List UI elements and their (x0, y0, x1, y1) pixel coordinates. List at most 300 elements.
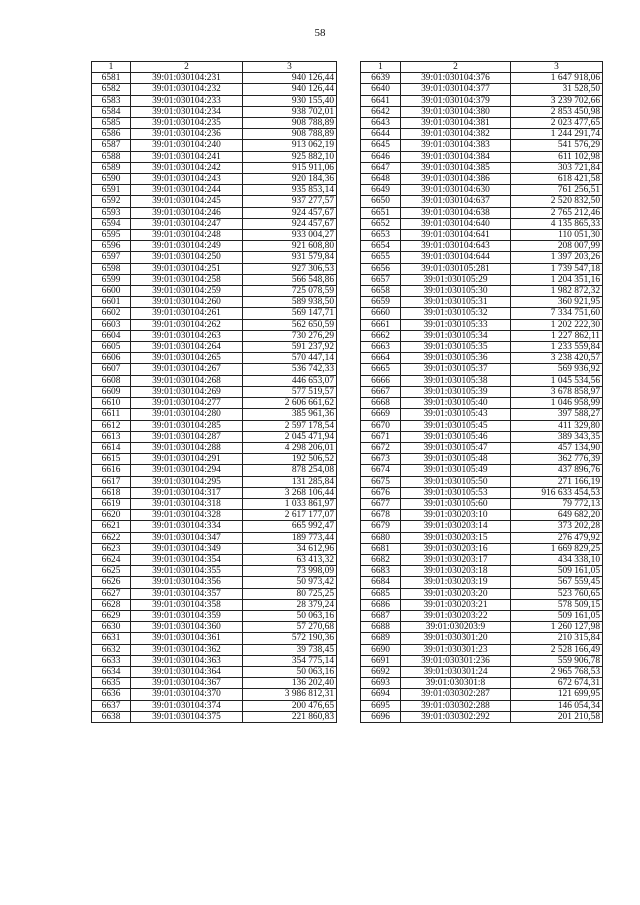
row-number-cell: 6612 (92, 420, 131, 431)
cadastral-number-cell: 39:01:030104:318 (131, 498, 243, 509)
cadastral-value-cell: 536 742,33 (243, 364, 337, 375)
column-header-3: 3 (243, 62, 337, 73)
cadastral-number-cell: 39:01:030105:34 (401, 330, 511, 341)
cadastral-value-cell: 916 633 454,53 (511, 487, 603, 498)
cadastral-value-cell: 34 612,96 (243, 543, 337, 554)
cadastral-value-cell: 389 343,35 (511, 431, 603, 442)
table-row (92, 420, 337, 431)
cadastral-value-cell: 434 338,10 (511, 554, 603, 565)
table-row (361, 274, 603, 285)
cadastral-value-cell: 1 244 291,74 (511, 129, 603, 140)
cadastral-value-cell: 925 882,10 (243, 151, 337, 162)
cadastral-value-cell: 915 911,06 (243, 162, 337, 173)
cadastral-number-cell: 39:01:030302:292 (401, 711, 511, 722)
cadastral-value-cell: 110 051,30 (511, 230, 603, 241)
row-number-cell: 6693 (361, 678, 401, 689)
column-header-1: 1 (361, 62, 401, 73)
cadastral-number-cell: 39:01:030105:53 (401, 487, 511, 498)
cadastral-number-cell: 39:01:030105:33 (401, 319, 511, 330)
table-row (361, 398, 603, 409)
row-number-cell: 6674 (361, 465, 401, 476)
cadastral-number-cell: 39:01:030104:358 (131, 599, 243, 610)
cadastral-value-cell: 591 237,92 (243, 342, 337, 353)
row-number-cell: 6646 (361, 151, 401, 162)
table-row (92, 230, 337, 241)
table-row (92, 308, 337, 319)
cadastral-value-cell: 360 921,95 (511, 297, 603, 308)
table-row (361, 566, 603, 577)
row-number-cell: 6603 (92, 319, 131, 330)
table-row (92, 353, 337, 364)
cadastral-value-cell: 562 650,59 (243, 319, 337, 330)
table-row (92, 342, 337, 353)
table-row (92, 554, 337, 565)
cadastral-number-cell: 39:01:030104:644 (401, 252, 511, 263)
table-row (361, 174, 603, 185)
row-number-cell: 6581 (92, 73, 131, 84)
left-table (91, 61, 337, 723)
table-row (361, 162, 603, 173)
row-number-cell: 6588 (92, 151, 131, 162)
table-row (92, 510, 337, 521)
table-row (361, 476, 603, 487)
cadastral-value-cell: 397 588,27 (511, 409, 603, 420)
cadastral-value-cell: 566 548,86 (243, 274, 337, 285)
row-number-cell: 6601 (92, 297, 131, 308)
table-row (361, 599, 603, 610)
table-row (92, 106, 337, 117)
cadastral-value-cell: 578 509,15 (511, 599, 603, 610)
cadastral-value-cell: 1 204 351,16 (511, 274, 603, 285)
table-row (361, 510, 603, 521)
cadastral-value-cell: 189 773,44 (243, 532, 337, 543)
row-number-cell: 6610 (92, 398, 131, 409)
row-number-cell: 6692 (361, 666, 401, 677)
table-row (361, 700, 603, 711)
cadastral-number-cell: 39:01:030104:347 (131, 532, 243, 543)
cadastral-number-cell: 39:01:030104:334 (131, 521, 243, 532)
row-number-cell: 6673 (361, 454, 401, 465)
row-number-cell: 6675 (361, 476, 401, 487)
table-row (92, 633, 337, 644)
cadastral-number-cell: 39:01:030105:29 (401, 274, 511, 285)
page-number: 58 (314, 27, 326, 39)
row-number-cell: 6614 (92, 442, 131, 453)
table-row (92, 409, 337, 420)
cadastral-value-cell: 57 270,68 (243, 622, 337, 633)
cadastral-number-cell: 39:01:030301:236 (401, 655, 511, 666)
row-number-cell: 6602 (92, 308, 131, 319)
table-row (92, 588, 337, 599)
cadastral-number-cell: 39:01:030104:248 (131, 230, 243, 241)
cadastral-value-cell: 1 046 958,99 (511, 398, 603, 409)
left-table-header-row (92, 62, 337, 73)
row-number-cell: 6622 (92, 532, 131, 543)
cadastral-value-cell: 136 202,40 (243, 678, 337, 689)
cadastral-value-cell: 921 608,80 (243, 241, 337, 252)
table-row (92, 610, 337, 621)
cadastral-value-cell: 411 329,80 (511, 420, 603, 431)
row-number-cell: 6689 (361, 633, 401, 644)
column-header-1: 1 (92, 62, 131, 73)
cadastral-number-cell: 39:01:030104:328 (131, 510, 243, 521)
cadastral-number-cell: 39:01:030104:288 (131, 442, 243, 453)
row-number-cell: 6613 (92, 431, 131, 442)
cadastral-number-cell: 39:01:030104:363 (131, 655, 243, 666)
cadastral-value-cell: 1 982 872,32 (511, 286, 603, 297)
cadastral-number-cell: 39:01:030104:262 (131, 319, 243, 330)
table-row (92, 532, 337, 543)
table-row (361, 666, 603, 677)
cadastral-number-cell: 39:01:030203:18 (401, 566, 511, 577)
row-number-cell: 6604 (92, 330, 131, 341)
table-row (361, 498, 603, 509)
cadastral-number-cell: 39:01:030105:49 (401, 465, 511, 476)
table-row (361, 622, 603, 633)
cadastral-value-cell: 924 457,67 (243, 207, 337, 218)
cadastral-number-cell: 39:01:030105:43 (401, 409, 511, 420)
row-number-cell: 6672 (361, 442, 401, 453)
table-row (361, 106, 603, 117)
table-row (92, 577, 337, 588)
row-number-cell: 6598 (92, 263, 131, 274)
cadastral-value-cell: 541 576,29 (511, 140, 603, 151)
table-row (361, 252, 603, 263)
table-row (361, 263, 603, 274)
table-row (92, 487, 337, 498)
row-number-cell: 6644 (361, 129, 401, 140)
row-number-cell: 6658 (361, 286, 401, 297)
row-number-cell: 6606 (92, 353, 131, 364)
cadastral-number-cell: 39:01:030104:295 (131, 476, 243, 487)
cadastral-value-cell: 146 054,34 (511, 700, 603, 711)
row-number-cell: 6624 (92, 554, 131, 565)
row-number-cell: 6583 (92, 95, 131, 106)
row-number-cell: 6586 (92, 129, 131, 140)
cadastral-value-cell: 927 306,53 (243, 263, 337, 274)
table-row (361, 364, 603, 375)
table-row (361, 308, 603, 319)
table-row (361, 330, 603, 341)
row-number-cell: 6647 (361, 162, 401, 173)
row-number-cell: 6631 (92, 633, 131, 644)
table-row (92, 599, 337, 610)
row-number-cell: 6605 (92, 342, 131, 353)
cadastral-number-cell: 39:01:030203:10 (401, 510, 511, 521)
row-number-cell: 6655 (361, 252, 401, 263)
cadastral-value-cell: 2 606 661,62 (243, 398, 337, 409)
cadastral-number-cell: 39:01:030104:357 (131, 588, 243, 599)
row-number-cell: 6599 (92, 274, 131, 285)
row-number-cell: 6634 (92, 666, 131, 677)
cadastral-value-cell: 3 678 858,97 (511, 386, 603, 397)
cadastral-number-cell: 39:01:030104:265 (131, 353, 243, 364)
row-number-cell: 6594 (92, 218, 131, 229)
cadastral-value-cell: 920 184,36 (243, 174, 337, 185)
table-row (361, 532, 603, 543)
table-row (92, 252, 337, 263)
cadastral-number-cell: 39:01:030104:235 (131, 118, 243, 129)
cadastral-number-cell: 39:01:030104:641 (401, 230, 511, 241)
row-number-cell: 6685 (361, 588, 401, 599)
table-row (361, 420, 603, 431)
cadastral-number-cell: 39:01:030104:246 (131, 207, 243, 218)
table-row (361, 129, 603, 140)
right-table-header-row (361, 62, 603, 73)
cadastral-value-cell: 933 004,27 (243, 230, 337, 241)
cadastral-number-cell: 39:01:030104:374 (131, 700, 243, 711)
table-row (92, 241, 337, 252)
cadastral-value-cell: 80 725,25 (243, 588, 337, 599)
cadastral-value-cell: 28 379,24 (243, 599, 337, 610)
cadastral-value-cell: 924 457,67 (243, 218, 337, 229)
cadastral-number-cell: 39:01:030105:30 (401, 286, 511, 297)
cadastral-value-cell: 208 007,99 (511, 241, 603, 252)
row-number-cell: 6630 (92, 622, 131, 633)
cadastral-value-cell: 1 033 861,97 (243, 498, 337, 509)
cadastral-value-cell: 437 896,76 (511, 465, 603, 476)
cadastral-value-cell: 509 161,05 (511, 610, 603, 621)
table-row (361, 610, 603, 621)
row-number-cell: 6687 (361, 610, 401, 621)
cadastral-value-cell: 618 421,58 (511, 174, 603, 185)
cadastral-number-cell: 39:01:030301:23 (401, 644, 511, 655)
table-row (92, 666, 337, 677)
cadastral-value-cell: 577 519,57 (243, 386, 337, 397)
cadastral-value-cell: 523 760,65 (511, 588, 603, 599)
cadastral-number-cell: 39:01:030104:640 (401, 218, 511, 229)
row-number-cell: 6625 (92, 566, 131, 577)
table-row (361, 286, 603, 297)
cadastral-value-cell: 1 669 829,25 (511, 543, 603, 554)
cadastral-value-cell: 201 210,58 (511, 711, 603, 722)
row-number-cell: 6592 (92, 196, 131, 207)
cadastral-value-cell: 569 936,92 (511, 364, 603, 375)
left-table-body (92, 73, 337, 723)
row-number-cell: 6597 (92, 252, 131, 263)
cadastral-number-cell: 39:01:030203:16 (401, 543, 511, 554)
row-number-cell: 6681 (361, 543, 401, 554)
cadastral-value-cell: 937 277,57 (243, 196, 337, 207)
row-number-cell: 6694 (361, 689, 401, 700)
cadastral-value-cell: 192 506,52 (243, 454, 337, 465)
table-row (361, 431, 603, 442)
cadastral-number-cell: 39:01:030104:259 (131, 286, 243, 297)
cadastral-number-cell: 39:01:030203:9 (401, 622, 511, 633)
cadastral-number-cell: 39:01:030104:361 (131, 633, 243, 644)
table-row (361, 342, 603, 353)
cadastral-number-cell: 39:01:030104:360 (131, 622, 243, 633)
cadastral-value-cell: 2 023 477,65 (511, 118, 603, 129)
table-row (92, 274, 337, 285)
cadastral-value-cell: 200 476,65 (243, 700, 337, 711)
table-row (361, 487, 603, 498)
cadastral-value-cell: 2 045 471,94 (243, 431, 337, 442)
cadastral-number-cell: 39:01:030104:243 (131, 174, 243, 185)
table-row (92, 297, 337, 308)
row-number-cell: 6600 (92, 286, 131, 297)
cadastral-value-cell: 908 788,89 (243, 118, 337, 129)
cadastral-value-cell: 63 413,32 (243, 554, 337, 565)
row-number-cell: 6653 (361, 230, 401, 241)
table-row (92, 319, 337, 330)
cadastral-number-cell: 39:01:030104:385 (401, 162, 511, 173)
cadastral-value-cell: 3 268 106,44 (243, 487, 337, 498)
table-row (361, 689, 603, 700)
table-row (361, 297, 603, 308)
cadastral-number-cell: 39:01:030104:242 (131, 162, 243, 173)
table-row (92, 185, 337, 196)
row-number-cell: 6635 (92, 678, 131, 689)
cadastral-number-cell: 39:01:030104:250 (131, 252, 243, 263)
table-row (92, 118, 337, 129)
row-number-cell: 6645 (361, 140, 401, 151)
cadastral-number-cell: 39:01:030104:380 (401, 106, 511, 117)
cadastral-value-cell: 271 166,19 (511, 476, 603, 487)
table-row (92, 95, 337, 106)
row-number-cell: 6652 (361, 218, 401, 229)
row-number-cell: 6680 (361, 532, 401, 543)
table-row (361, 118, 603, 129)
cadastral-value-cell: 3 238 420,57 (511, 353, 603, 364)
cadastral-number-cell: 39:01:030104:355 (131, 566, 243, 577)
row-number-cell: 6688 (361, 622, 401, 633)
table-row (361, 241, 603, 252)
cadastral-number-cell: 39:01:030104:630 (401, 185, 511, 196)
row-number-cell: 6587 (92, 140, 131, 151)
table-row (361, 73, 603, 84)
cadastral-value-cell: 2 853 450,98 (511, 106, 603, 117)
row-number-cell: 6639 (361, 73, 401, 84)
cadastral-number-cell: 39:01:030105:31 (401, 297, 511, 308)
table-row (92, 375, 337, 386)
row-number-cell: 6607 (92, 364, 131, 375)
cadastral-value-cell: 940 126,44 (243, 84, 337, 95)
row-number-cell: 6627 (92, 588, 131, 599)
row-number-cell: 6663 (361, 342, 401, 353)
cadastral-value-cell: 2 765 212,46 (511, 207, 603, 218)
cadastral-number-cell: 39:01:030301:20 (401, 633, 511, 644)
cadastral-value-cell: 1 739 547,18 (511, 263, 603, 274)
row-number-cell: 6611 (92, 409, 131, 420)
row-number-cell: 6636 (92, 689, 131, 700)
cadastral-value-cell: 935 853,14 (243, 185, 337, 196)
cadastral-value-cell: 878 254,08 (243, 465, 337, 476)
row-number-cell: 6616 (92, 465, 131, 476)
table-row (361, 521, 603, 532)
table-row (361, 84, 603, 95)
table-row (92, 364, 337, 375)
cadastral-number-cell: 39:01:030104:236 (131, 129, 243, 140)
cadastral-value-cell: 509 161,05 (511, 566, 603, 577)
table-row (92, 286, 337, 297)
cadastral-number-cell: 39:01:030105:39 (401, 386, 511, 397)
row-number-cell: 6677 (361, 498, 401, 509)
row-number-cell: 6584 (92, 106, 131, 117)
table-row (361, 409, 603, 420)
cadastral-value-cell: 446 653,07 (243, 375, 337, 386)
table-row (361, 655, 603, 666)
row-number-cell: 6590 (92, 174, 131, 185)
cadastral-number-cell: 39:01:030104:258 (131, 274, 243, 285)
cadastral-number-cell: 39:01:030104:349 (131, 543, 243, 554)
cadastral-number-cell: 39:01:030105:40 (401, 398, 511, 409)
row-number-cell: 6679 (361, 521, 401, 532)
row-number-cell: 6642 (361, 106, 401, 117)
cadastral-number-cell: 39:01:030104:267 (131, 364, 243, 375)
table-row (92, 140, 337, 151)
cadastral-number-cell: 39:01:030104:232 (131, 84, 243, 95)
cadastral-value-cell: 303 721,84 (511, 162, 603, 173)
cadastral-number-cell: 39:01:030104:376 (401, 73, 511, 84)
row-number-cell: 6585 (92, 118, 131, 129)
row-number-cell: 6695 (361, 700, 401, 711)
table-row (92, 476, 337, 487)
cadastral-value-cell: 1 233 559,84 (511, 342, 603, 353)
row-number-cell: 6666 (361, 375, 401, 386)
cadastral-value-cell: 572 190,36 (243, 633, 337, 644)
row-number-cell: 6654 (361, 241, 401, 252)
row-number-cell: 6668 (361, 398, 401, 409)
cadastral-number-cell: 39:01:030105:32 (401, 308, 511, 319)
cadastral-value-cell: 938 702,01 (243, 106, 337, 117)
cadastral-number-cell: 39:01:030104:381 (401, 118, 511, 129)
column-header-3: 3 (511, 62, 603, 73)
cadastral-number-cell: 39:01:030203:20 (401, 588, 511, 599)
table-row (92, 263, 337, 274)
cadastral-number-cell: 39:01:030104:277 (131, 398, 243, 409)
cadastral-number-cell: 39:01:030104:370 (131, 689, 243, 700)
cadastral-number-cell: 39:01:030104:251 (131, 263, 243, 274)
table-row (92, 700, 337, 711)
cadastral-value-cell: 73 998,09 (243, 566, 337, 577)
cadastral-number-cell: 39:01:030302:288 (401, 700, 511, 711)
cadastral-value-cell: 457 134,90 (511, 442, 603, 453)
cadastral-value-cell: 4 135 865,33 (511, 218, 603, 229)
table-row (92, 73, 337, 84)
cadastral-number-cell: 39:01:030104:643 (401, 241, 511, 252)
row-number-cell: 6651 (361, 207, 401, 218)
cadastral-number-cell: 39:01:030105:60 (401, 498, 511, 509)
cadastral-number-cell: 39:01:030104:261 (131, 308, 243, 319)
table-row (92, 442, 337, 453)
row-number-cell: 6670 (361, 420, 401, 431)
cadastral-number-cell: 39:01:030104:231 (131, 73, 243, 84)
row-number-cell: 6591 (92, 185, 131, 196)
row-number-cell: 6596 (92, 241, 131, 252)
cadastral-value-cell: 931 579,84 (243, 252, 337, 263)
cadastral-value-cell: 50 973,42 (243, 577, 337, 588)
cadastral-number-cell: 39:01:030104:294 (131, 465, 243, 476)
table-row (361, 454, 603, 465)
cadastral-value-cell: 649 682,20 (511, 510, 603, 521)
cadastral-value-cell: 210 315,84 (511, 633, 603, 644)
row-number-cell: 6629 (92, 610, 131, 621)
cadastral-value-cell: 665 992,47 (243, 521, 337, 532)
cadastral-number-cell: 39:01:030104:317 (131, 487, 243, 498)
row-number-cell: 6632 (92, 644, 131, 655)
table-row (92, 431, 337, 442)
cadastral-value-cell: 50 063,16 (243, 666, 337, 677)
cadastral-number-cell: 39:01:030104:386 (401, 174, 511, 185)
row-number-cell: 6582 (92, 84, 131, 95)
row-number-cell: 6615 (92, 454, 131, 465)
cadastral-value-cell: 589 938,50 (243, 297, 337, 308)
cadastral-value-cell: 559 906,78 (511, 655, 603, 666)
cadastral-value-cell: 730 276,29 (243, 330, 337, 341)
cadastral-number-cell: 39:01:030104:234 (131, 106, 243, 117)
table-row (361, 543, 603, 554)
